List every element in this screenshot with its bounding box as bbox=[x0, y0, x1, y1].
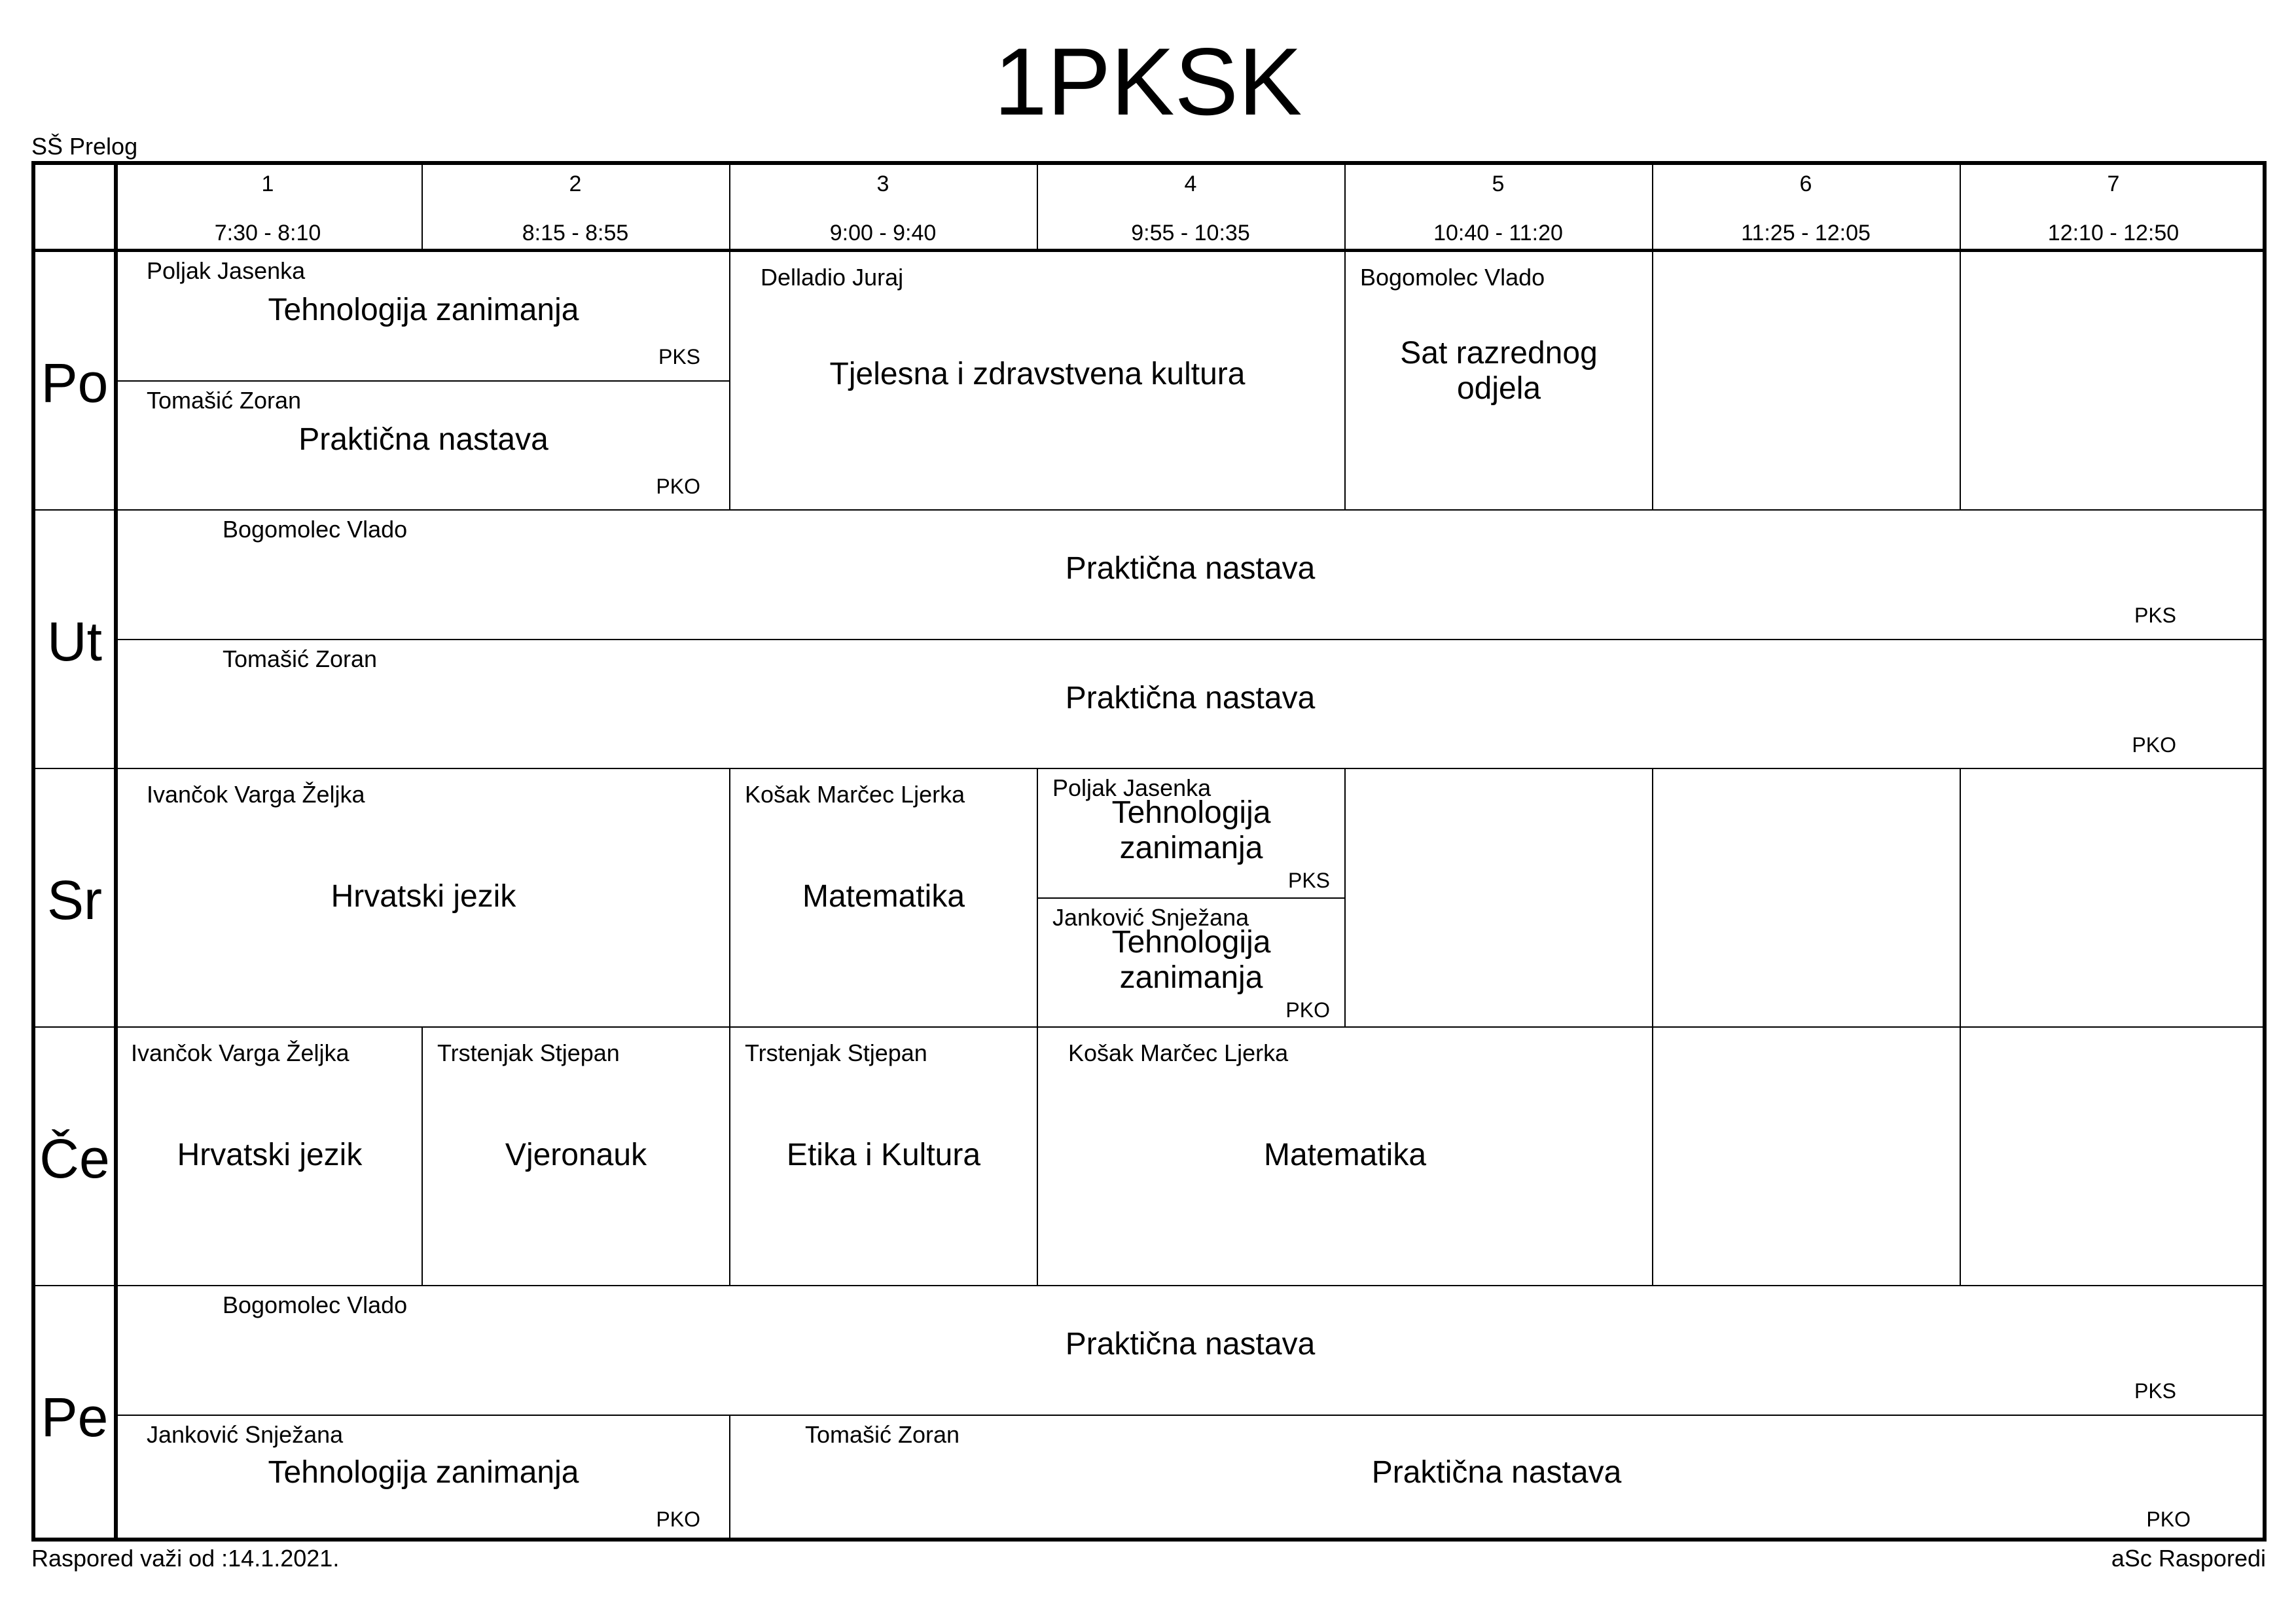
page-title: 1PKSK bbox=[994, 28, 1302, 135]
lesson-po-1[interactable] bbox=[118, 252, 729, 380]
day-label-pe: Pe bbox=[41, 1386, 109, 1448]
day-label-ut: Ut bbox=[47, 611, 102, 672]
lesson-ce-2[interactable] bbox=[423, 1028, 729, 1285]
lesson-pe-3[interactable] bbox=[730, 1416, 2263, 1538]
teacher-name: Poljak Jasenka bbox=[1052, 774, 1211, 801]
teacher-name: Bogomolec Vlado bbox=[223, 516, 408, 543]
timetable-grid bbox=[31, 161, 2267, 1542]
teacher-name: Delladio Juraj bbox=[761, 264, 904, 291]
lesson-ce-3[interactable] bbox=[730, 1028, 1037, 1285]
room-code: PKS bbox=[658, 345, 700, 369]
subject-name: Praktična nastava bbox=[1371, 1455, 1622, 1490]
header-divider-line bbox=[1344, 165, 1346, 249]
cell-divider bbox=[1960, 769, 1961, 1026]
teacher-name: Janković Snježana bbox=[1052, 904, 1249, 931]
lesson-sr-3[interactable] bbox=[1038, 769, 1344, 897]
room-code: PKS bbox=[2134, 1379, 2176, 1403]
day-label-ce: Če bbox=[39, 1128, 110, 1189]
subject-name: Vjeronauk bbox=[505, 1138, 647, 1172]
cell-divider bbox=[1960, 1028, 1961, 1285]
subject-name: Praktična nastava bbox=[1065, 551, 1316, 586]
header-divider-line bbox=[1960, 165, 1961, 249]
subject-name: Praktična nastava bbox=[298, 422, 548, 457]
software-credit: aSc Rasporedi bbox=[2111, 1545, 2266, 1572]
teacher-name: Trstenjak Stjepan bbox=[437, 1039, 620, 1066]
subject-name: Tehnologija zanimanja bbox=[268, 1455, 579, 1490]
teacher-name: Košak Marčec Ljerka bbox=[745, 781, 965, 808]
subject-line-1: Tehnologija bbox=[1111, 795, 1271, 830]
room-code: PKO bbox=[656, 1507, 700, 1531]
period-header-1: 1 7:30 - 8:10 bbox=[214, 171, 321, 245]
lesson-sr-2[interactable] bbox=[730, 769, 1037, 1026]
subject-name: Tjelesna i zdravstvena kultura bbox=[829, 357, 1246, 391]
teacher-name: Poljak Jasenka bbox=[147, 257, 306, 284]
subject-name: Tehnologija zanimanja bbox=[268, 293, 579, 327]
lesson-ut-1[interactable] bbox=[118, 511, 2263, 639]
subject-line-2: zanimanja bbox=[1119, 831, 1263, 865]
lesson-po-4[interactable] bbox=[1346, 252, 1652, 509]
cell-divider bbox=[1652, 769, 1653, 1026]
period-header-2: 2 8:15 - 8:55 bbox=[522, 171, 629, 245]
period-header-7: 7 12:10 - 12:50 bbox=[2047, 171, 2179, 245]
subject-name: Hrvatski jezik bbox=[331, 879, 516, 914]
period-header-6: 6 11:25 - 12:05 bbox=[1741, 171, 1871, 245]
room-code: PKO bbox=[2146, 1507, 2191, 1531]
cell-divider bbox=[1652, 1028, 1653, 1285]
header-divider-line bbox=[1037, 165, 1038, 249]
room-code: PKO bbox=[656, 475, 700, 498]
teacher-name: Trstenjak Stjepan bbox=[745, 1039, 927, 1066]
subject-name: Hrvatski jezik bbox=[177, 1138, 363, 1172]
subject-line-2: odjela bbox=[1456, 371, 1541, 406]
teacher-name: Košak Marčec Ljerka bbox=[1068, 1039, 1289, 1066]
period-header-3: 3 9:00 - 9:40 bbox=[829, 171, 937, 245]
header-divider-line bbox=[1652, 165, 1653, 249]
period-header-5: 5 10:40 - 11:20 bbox=[1433, 171, 1563, 245]
subject-line-2: zanimanja bbox=[1119, 960, 1263, 995]
lesson-sr-1[interactable] bbox=[118, 769, 729, 1026]
teacher-name: Bogomolec Vlado bbox=[223, 1291, 408, 1318]
lesson-ce-4[interactable] bbox=[1038, 1028, 1652, 1285]
lesson-po-3[interactable] bbox=[730, 252, 1344, 509]
lesson-ce-1[interactable] bbox=[118, 1028, 422, 1285]
valid-from-note: Raspored važi od :14.1.2021. bbox=[31, 1545, 340, 1572]
day-label-po: Po bbox=[41, 352, 109, 414]
subject-name: Etika i Kultura bbox=[786, 1138, 981, 1172]
cell-divider bbox=[1960, 252, 1961, 509]
room-code: PKS bbox=[2134, 604, 2176, 627]
lesson-sr-4[interactable] bbox=[1038, 899, 1344, 1026]
teacher-name: Janković Snježana bbox=[147, 1421, 344, 1448]
subject-name: Matematika bbox=[802, 879, 965, 914]
cell-divider bbox=[1652, 252, 1653, 509]
header-divider-line bbox=[729, 165, 730, 249]
lesson-pe-1[interactable] bbox=[118, 1286, 2263, 1415]
teacher-name: Ivančok Varga Željka bbox=[147, 781, 365, 808]
room-code: PKS bbox=[1287, 869, 1330, 892]
subject-line-1: Tehnologija bbox=[1111, 925, 1271, 960]
day-label-sr: Sr bbox=[47, 869, 102, 931]
period-header-4: 4 9:55 - 10:35 bbox=[1131, 171, 1250, 245]
teacher-name: Tomašić Zoran bbox=[805, 1421, 960, 1448]
room-code: PKO bbox=[2132, 733, 2176, 757]
lesson-pe-2[interactable] bbox=[118, 1416, 729, 1538]
teacher-name: Ivančok Varga Željka bbox=[131, 1039, 350, 1066]
room-code: PKO bbox=[1285, 998, 1330, 1022]
subject-name: Praktična nastava bbox=[1065, 681, 1316, 715]
lesson-po-2[interactable] bbox=[118, 382, 729, 509]
teacher-name: Tomašić Zoran bbox=[223, 645, 378, 672]
lesson-ut-2[interactable] bbox=[118, 640, 2263, 768]
header-divider-line bbox=[422, 165, 423, 249]
school-name: SŠ Prelog bbox=[31, 133, 138, 160]
cell-divider bbox=[1344, 769, 1346, 1026]
subject-name: Praktična nastava bbox=[1065, 1327, 1316, 1362]
subject-line-1: Sat razrednog bbox=[1400, 336, 1598, 370]
teacher-name: Tomašić Zoran bbox=[147, 387, 302, 414]
subject-name: Matematika bbox=[1263, 1138, 1427, 1172]
teacher-name: Bogomolec Vlado bbox=[1360, 264, 1545, 291]
